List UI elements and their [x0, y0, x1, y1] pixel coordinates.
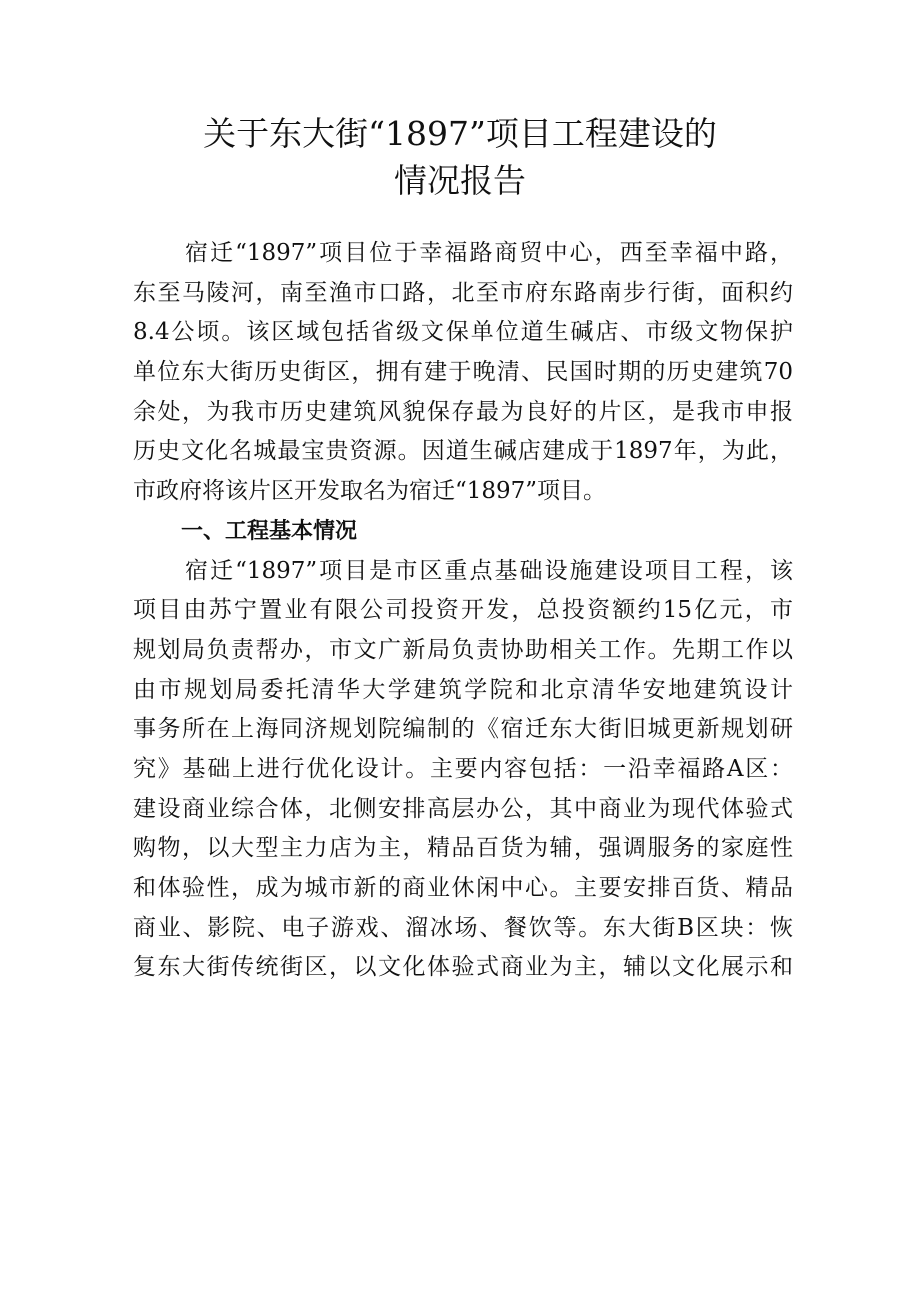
text-line: 和体验性，成为城市新的商业休闲中心。主要安排百货、精品	[133, 875, 793, 901]
text-line: 项目由苏宁置业有限公司投资开发，总投资额约15亿元，市	[133, 597, 793, 624]
text-line: 8.4公顷。该区域包括省级文保单位道生碱店、市级文物保护	[133, 319, 793, 346]
text-line: 事务所在上海同济规划院编制的《宿迁东大街旧城更新规划研	[133, 716, 793, 743]
text-line: 购物，以大型主力店为主，精品百货为辅，强调服务的家庭性	[133, 835, 793, 862]
text-line: 商业、影院、电子游戏、溜冰场、餐饮等。东大街B区块：恢	[133, 914, 793, 941]
text-line: 宿迁“1897”项目是市区重点基础设施建设项目工程，该	[185, 557, 793, 584]
text-line: 单位东大街历史街区，拥有建于晚清、民国时期的历史建筑70	[133, 359, 793, 386]
text-line: 东至马陵河，南至渔市口路，北至市府东路南步行街，面积约	[133, 279, 793, 306]
document-title-line-2: 情况报告	[394, 161, 526, 200]
text-line: 市政府将该片区开发取名为宿迁“1897”项目。	[133, 478, 607, 505]
text-line: 由市规划局委托清华大学建筑学院和北京清华安地建筑设计	[133, 676, 793, 703]
document-title-line-1: 关于东大街“1897”项目工程建设的	[203, 114, 717, 153]
paragraph-location	[133, 234, 793, 512]
text-line: 复东大街传统街区，以文化体验式商业为主，辅以文化展示和	[133, 954, 793, 981]
document-body	[133, 234, 793, 988]
text-line: 规划局负责帮办，市文广新局负责协助相关工作。先期工作以	[133, 636, 793, 663]
paragraph-basic-info	[133, 552, 793, 989]
section-heading: 一、工程基本情况	[181, 518, 358, 544]
text-line: 建设商业综合体，北侧安排高层办公，其中商业为现代体验式	[133, 795, 793, 822]
text-line: 历史文化名城最宝贵资源。因道生碱店建成于1897年，为此，	[133, 438, 793, 465]
text-line: 究》基础上进行优化设计。主要内容包括：一沿幸福路A区：	[133, 755, 793, 782]
text-line: 宿迁“1897”项目位于幸福路商贸中心，西至幸福中路，	[185, 240, 793, 266]
text-line: 余处，为我市历史建筑风貌保存最为良好的片区，是我市申报	[133, 398, 793, 425]
